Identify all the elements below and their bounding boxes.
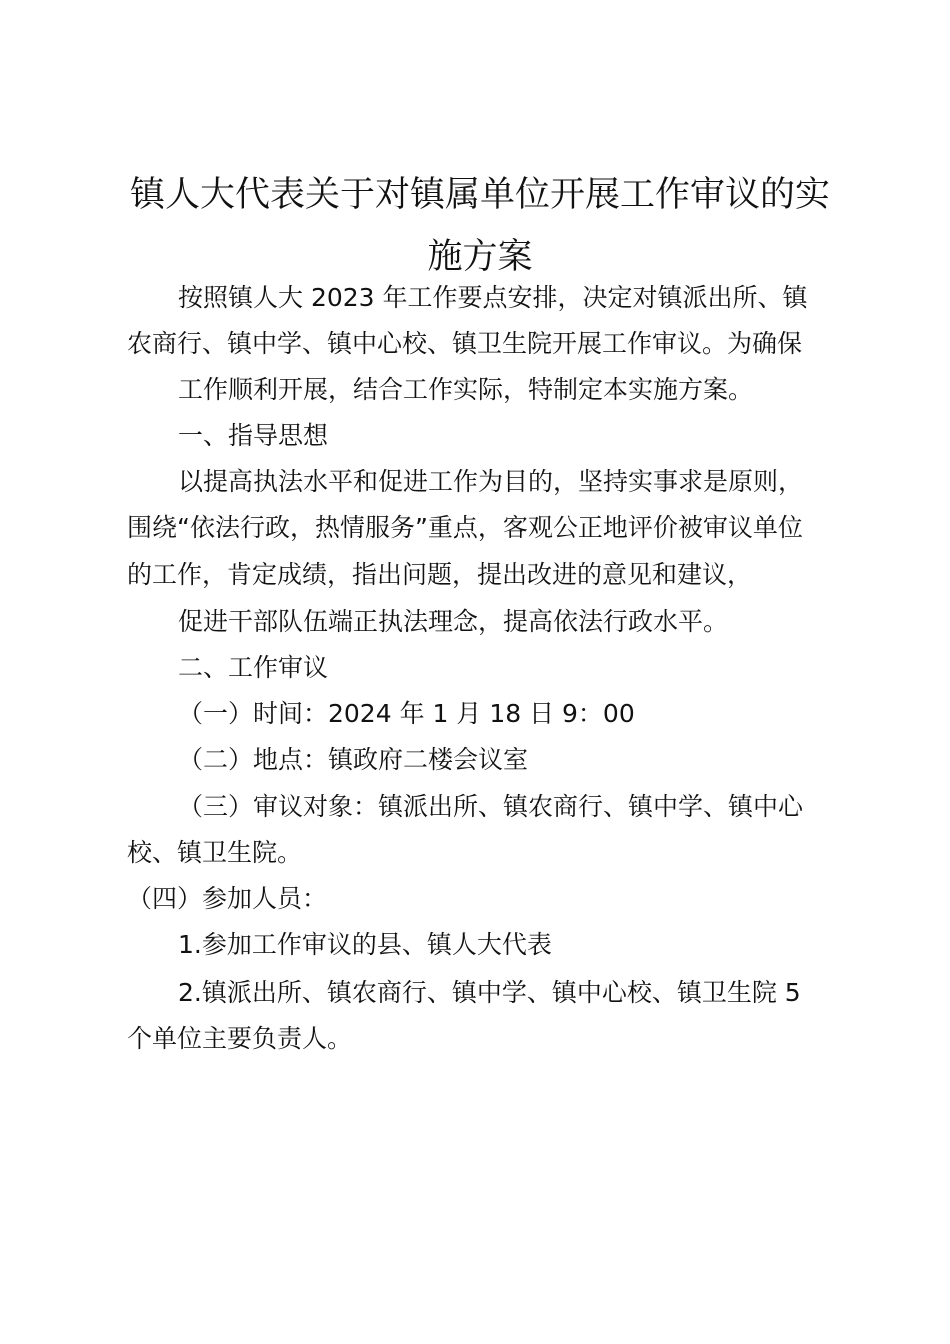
list-item-continuation: 校、镇卫生院。 <box>127 838 303 867</box>
paragraph-line: 促进干部队伍端正执法理念，提高依法行政水平。 <box>178 607 729 636</box>
paragraph-line: 的工作，肯定成绩，指出问题，提出改进的意见和建议， <box>127 560 753 589</box>
list-item: （一）时间：2024 年 1 月 18 日 9：00 <box>178 699 635 728</box>
title-line-1: 镇人大代表关于对镇属单位开展工作审议的实 <box>129 175 830 215</box>
section-heading: 二、工作审议 <box>178 653 329 682</box>
title-line-2: 施方案 <box>427 237 533 277</box>
paragraph-line: 以提高执法水平和促进工作为目的，坚持实事求是原则， <box>178 467 804 496</box>
list-item: （四）参加人员： <box>127 884 328 913</box>
section-heading: 一、指导思想 <box>178 421 329 450</box>
sub-list-item: 2.镇派出所、镇农商行、镇中学、镇中心校、镇卫生院 5 <box>178 978 801 1007</box>
sub-list-item: 1.参加工作审议的县、镇人大代表 <box>178 930 552 959</box>
list-item: （二）地点：镇政府二楼会议室 <box>178 745 529 774</box>
paragraph-line: 农商行、镇中学、镇中心校、镇卫生院开展工作审议。为确保 <box>127 329 803 358</box>
paragraph-line: 工作顺利开展，结合工作实际，特制定本实施方案。 <box>178 375 754 404</box>
sub-list-item-continuation: 个单位主要负责人。 <box>127 1024 353 1053</box>
paragraph-line: 按照镇人大 2023 年工作要点安排，决定对镇派出所、镇 <box>178 283 808 312</box>
list-item: （三）审议对象：镇派出所、镇农商行、镇中学、镇中心 <box>178 792 804 821</box>
document-title <box>120 164 840 288</box>
paragraph-line: 围绕“依法行政，热情服务”重点，客观公正地评价被审议单位 <box>127 513 803 542</box>
